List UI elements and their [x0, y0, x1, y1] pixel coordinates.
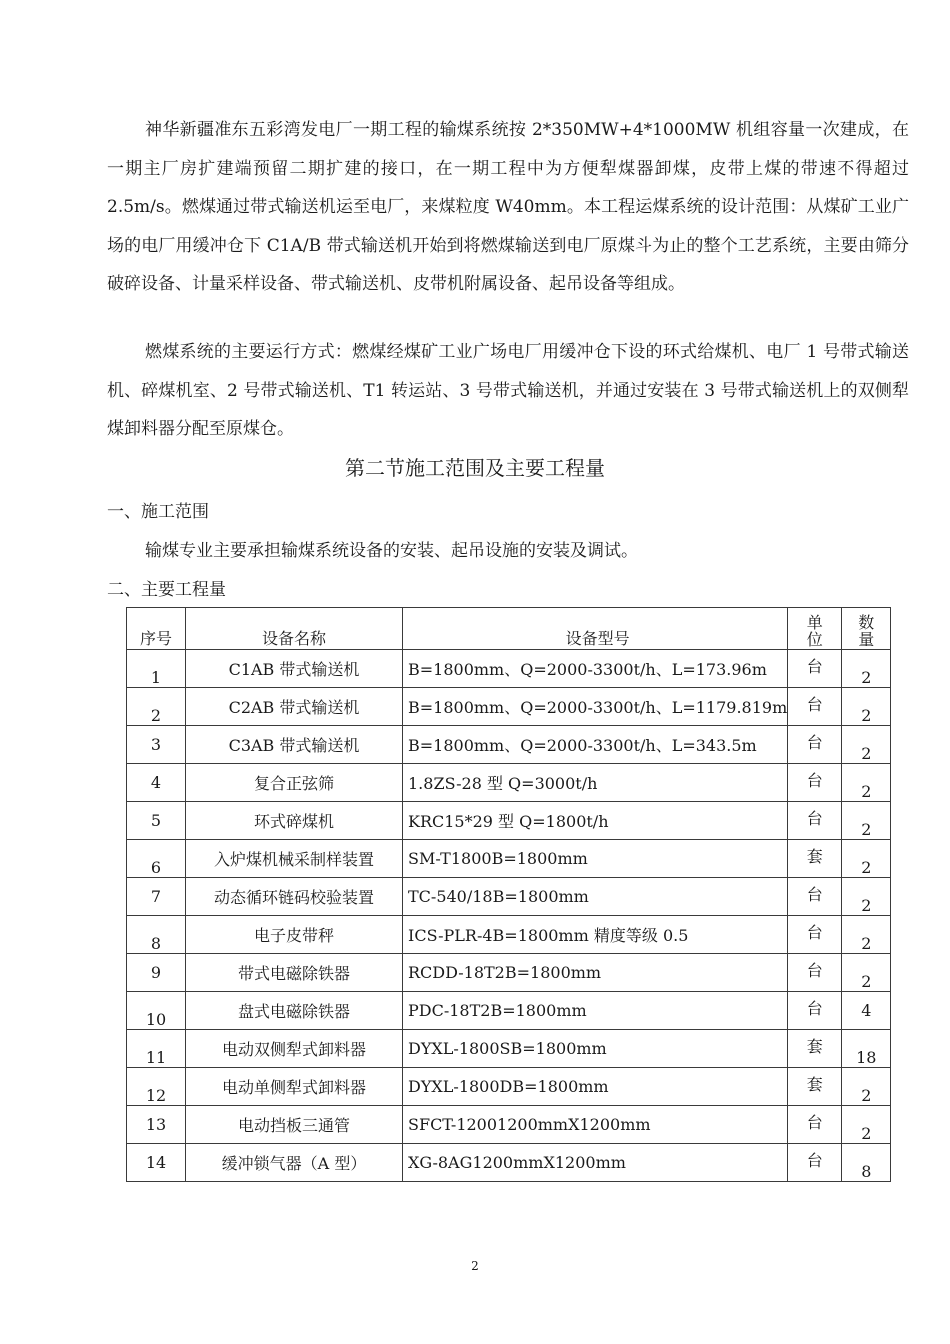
- row-name: 缓冲锁气器（A 型）: [186, 1144, 403, 1182]
- table-row: [127, 840, 891, 878]
- table-row: [127, 954, 891, 992]
- row-no: 6: [127, 840, 186, 878]
- header-unit-line1: 单: [806, 613, 823, 632]
- header-unit-line2: 位: [806, 630, 823, 649]
- row-no: 13: [127, 1106, 186, 1144]
- row-no: 12: [127, 1068, 186, 1106]
- table-row: [127, 650, 891, 688]
- row-no: 10: [127, 992, 186, 1030]
- row-no: 1: [127, 650, 186, 688]
- row-qty: 4: [842, 992, 891, 1030]
- row-unit: 台: [788, 802, 842, 840]
- header-qty-line1: 数: [858, 613, 875, 632]
- row-qty: 2: [842, 878, 891, 916]
- row-unit: 套: [788, 840, 842, 878]
- row-no: 9: [127, 954, 186, 992]
- section-title: 第二节施工范围及主要工程量: [345, 456, 605, 480]
- row-model: XG-8AG1200mmX1200mm: [403, 1144, 788, 1182]
- row-unit: 套: [788, 1068, 842, 1106]
- header-qty-line2: 量: [858, 630, 875, 649]
- scope-text: 输煤专业主要承担输煤系统设备的安装、起吊设施的安装及调试。: [145, 541, 638, 561]
- intro-paragraph: 神华新疆准东五彩湾发电厂一期工程的输煤系统按 2*350MW+4*1000MW 机组容量一次建成，在一期主厂房扩建端预留二期扩建的接口，在一期工程中为方便犁煤器卸煤，皮带上煤的带速不得超过 2.5m/s。燃煤通过带式输送机运至电厂，来煤粒度 W40mm。本工程运煤系统的设计范围：从煤矿工业广场的电厂用缓冲仓下 C1A/B 带式输送机开始到将燃煤输送到电厂原煤斗为止的整个工艺系统，主要由筛分破碎设备、计量采样设备、带式输送机、皮带机附属设备、起吊设备等组成。: [107, 120, 909, 294]
- row-name: 入炉煤机械采制样装置: [186, 840, 403, 878]
- table-row: [127, 688, 891, 726]
- row-name: 电动双侧犁式卸料器: [186, 1030, 403, 1068]
- scope-heading: 一、施工范围: [107, 502, 209, 522]
- row-name: 电动挡板三通管: [186, 1106, 403, 1144]
- table-row: [127, 1030, 891, 1068]
- row-name: 带式电磁除铁器: [186, 954, 403, 992]
- row-name: C2AB 带式输送机: [186, 688, 403, 726]
- table-row: [127, 726, 891, 764]
- table-body: [127, 650, 891, 1182]
- row-qty: 2: [842, 650, 891, 688]
- row-model: ICS-PLR-4B=1800mm 精度等级 0.5: [403, 916, 788, 954]
- table-row: [127, 878, 891, 916]
- row-unit: 台: [788, 1106, 842, 1144]
- row-name: 电子皮带秤: [186, 916, 403, 954]
- row-qty: 2: [842, 1106, 891, 1144]
- row-no: 14: [127, 1144, 186, 1182]
- row-qty: 2: [842, 688, 891, 726]
- row-no: 8: [127, 916, 186, 954]
- row-unit: 台: [788, 764, 842, 802]
- header-name: 设备名称: [186, 608, 403, 650]
- table-row: [127, 764, 891, 802]
- row-name: 盘式电磁除铁器: [186, 992, 403, 1030]
- table-row: [127, 802, 891, 840]
- row-model: 1.8ZS-28 型 Q=3000t/h: [403, 764, 788, 802]
- row-no: 4: [127, 764, 186, 802]
- row-unit: 台: [788, 992, 842, 1030]
- row-qty: 2: [842, 840, 891, 878]
- row-model: RCDD-18T2B=1800mm: [403, 954, 788, 992]
- row-model: B=1800mm、Q=2000-3300t/h、L=343.5m: [403, 726, 788, 764]
- table-row: [127, 1106, 891, 1144]
- row-no: 11: [127, 1030, 186, 1068]
- row-qty: 18: [842, 1030, 891, 1068]
- row-model: KRC15*29 型 Q=1800t/h: [403, 802, 788, 840]
- row-unit: 台: [788, 916, 842, 954]
- row-name: 动态循环链码校验装置: [186, 878, 403, 916]
- row-unit: 台: [788, 726, 842, 764]
- row-no: 2: [127, 688, 186, 726]
- row-name: C1AB 带式输送机: [186, 650, 403, 688]
- page-number: 2: [471, 1259, 479, 1273]
- row-name: 环式碎煤机: [186, 802, 403, 840]
- row-model: B=1800mm、Q=2000-3300t/h、L=173.96m: [403, 650, 788, 688]
- row-model: B=1800mm、Q=2000-3300t/h、L=1179.819m: [403, 688, 788, 726]
- header-unit: [788, 608, 842, 650]
- row-name: 复合正弦筛: [186, 764, 403, 802]
- row-no: 3: [127, 726, 186, 764]
- row-unit: 台: [788, 688, 842, 726]
- table-header-row: [127, 608, 891, 650]
- row-model: SM-T1800B=1800mm: [403, 840, 788, 878]
- row-model: SFCT-12001200mmX1200mm: [403, 1106, 788, 1144]
- table-row: [127, 1144, 891, 1182]
- row-qty: 2: [842, 916, 891, 954]
- row-model: TC-540/18B=1800mm: [403, 878, 788, 916]
- row-unit: 台: [788, 650, 842, 688]
- row-qty: 2: [842, 764, 891, 802]
- row-qty: 2: [842, 802, 891, 840]
- header-no: 序号: [127, 608, 186, 650]
- table-row: [127, 916, 891, 954]
- row-name: C3AB 带式输送机: [186, 726, 403, 764]
- row-unit: 台: [788, 878, 842, 916]
- row-qty: 2: [842, 1068, 891, 1106]
- row-unit: 套: [788, 1030, 842, 1068]
- row-unit: 台: [788, 1144, 842, 1182]
- row-model: DYXL-1800DB=1800mm: [403, 1068, 788, 1106]
- header-qty: [842, 608, 891, 650]
- row-model: DYXL-1800SB=1800mm: [403, 1030, 788, 1068]
- equipment-table: [126, 607, 891, 1182]
- row-unit: 台: [788, 954, 842, 992]
- operation-paragraph: 燃煤系统的主要运行方式：燃煤经煤矿工业广场电厂用缓冲仓下设的环式给煤机、电厂 1 号带式输送机、碎煤机室、2 号带式输送机、T1 转运站、3 号带式输送机，并通过安装在 3 号带式输送机上的双侧犁煤卸料器分配至原煤仓。: [107, 342, 909, 439]
- row-qty: 8: [842, 1144, 891, 1182]
- row-qty: 2: [842, 726, 891, 764]
- row-qty: 2: [842, 954, 891, 992]
- row-no: 7: [127, 878, 186, 916]
- quantities-heading: 二、主要工程量: [107, 580, 226, 600]
- header-model: 设备型号: [403, 608, 788, 650]
- table-row: [127, 992, 891, 1030]
- row-model: PDC-18T2B=1800mm: [403, 992, 788, 1030]
- table-row: [127, 1068, 891, 1106]
- row-no: 5: [127, 802, 186, 840]
- row-name: 电动单侧犁式卸料器: [186, 1068, 403, 1106]
